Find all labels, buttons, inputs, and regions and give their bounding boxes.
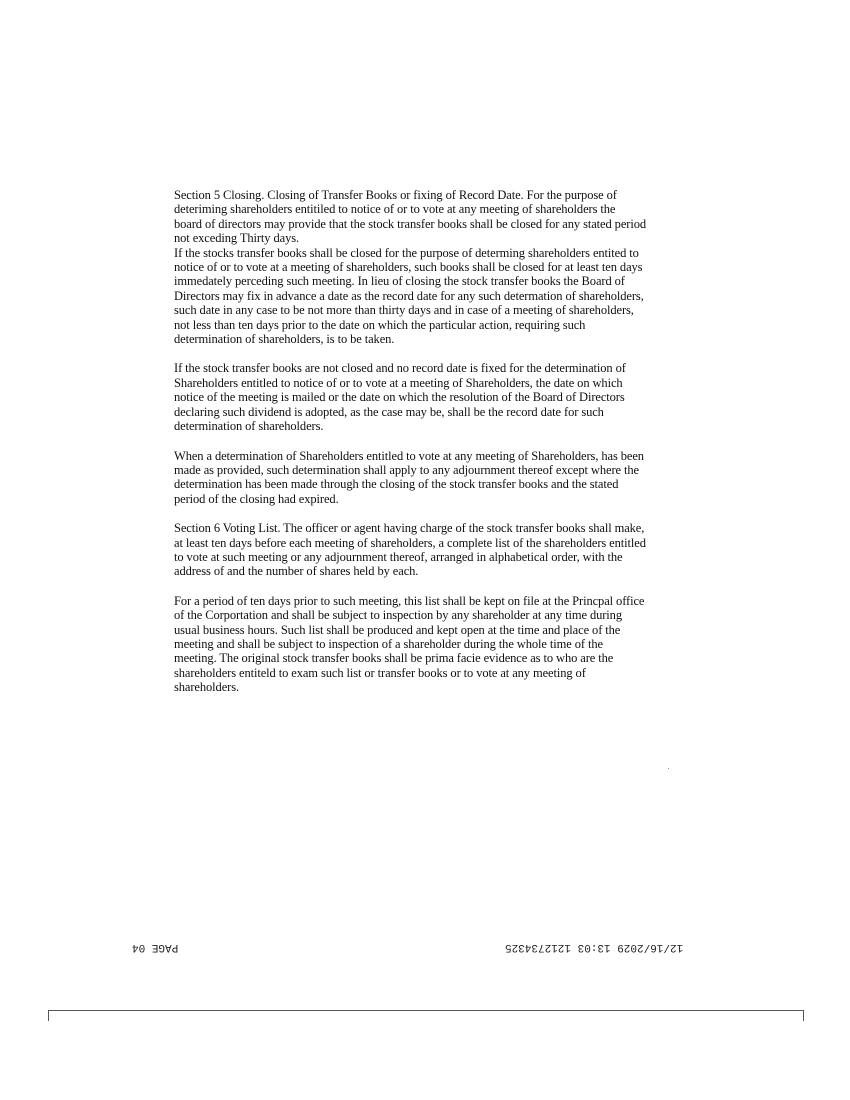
paragraph-record-date: If the stock transfer books are not closed and no record date is fixed for the determination of Shareholders entitled to notice of or to vote at a meeting of Shareholders, the date on which notice of the meeting is mailed or the date on which the resolution of the Board of Directors declaring such dividend is adopted, as the case may be, shall be the record date for such determination of shareholders. (174, 361, 626, 434)
paragraph-transfer-books-closing: If the stocks transfer books shall be closed for the purpose of determing shareholders entited to notice of or to vote at a meeting of shareholders, such books shall be closed for at least ten days immedately perceding such meeting. In lieu of closing the stock transfer books the Board of Directors may fix in advance a date as the record date for any such determation of shareholders, such date in any case to be not more than thirty days and in case of a meeting of shareholders, not less than ten days prior to the date on which the particular action, requiring such determination of shareholders, is to be taken. (174, 245, 644, 347)
fax-transmission-info: 12/16/2029 13:03 1212734325 (505, 941, 684, 953)
document-body (174, 188, 646, 710)
paragraph-section-5-intro: Section 5 Closing. Closing of Transfer Books or fixing of Record Date. For the purpose of deteriming shareholders entitiled to notice of or to vote at any meeting of shareholders the board of directors may provide that the stock transfer books shall be closed for any stated period not exceding Thirty days. (174, 188, 647, 246)
fax-footer (0, 941, 850, 957)
scan-speck (668, 768, 669, 769)
paragraph-inspection: For a period of ten days prior to such meeting, this list shall be kept on file at the Princpal office of the Corportation and shall be subject to inspection by any shareholder at any time during usual business hours. Such list shall be produced and kept open at the time and place of the meeting and shall be subject to inspection of a shareholder during the whole time of the meeting. The original stock transfer books shall be prima facie evidence as to who are the shareholders entiteld to exam such list or transfer books or to vote at any meeting of shareholders. (174, 593, 645, 695)
paragraph-section-6-voting-list: Section 6 Voting List. The officer or agent having charge of the stock transfer books shall make, at least ten days before each meeting of shareholders, a complete list of the shareholders entitled to vote at such meeting or any adjournment thereof, arranged in alphabetical order, with the address of and the number of shares held by each. (174, 521, 646, 579)
paragraph-adjournment: When a determination of Shareholders entitled to vote at any meeting of Shareholders, has been made as provided, such determination shall apply to any adjournment thereof except where the determination has been made through the closing of the stock transfer books and the stated period of the closing had expired. (174, 448, 644, 506)
scan-border-line (48, 1010, 804, 1021)
fax-page-label: PAGE 04 (132, 941, 179, 953)
